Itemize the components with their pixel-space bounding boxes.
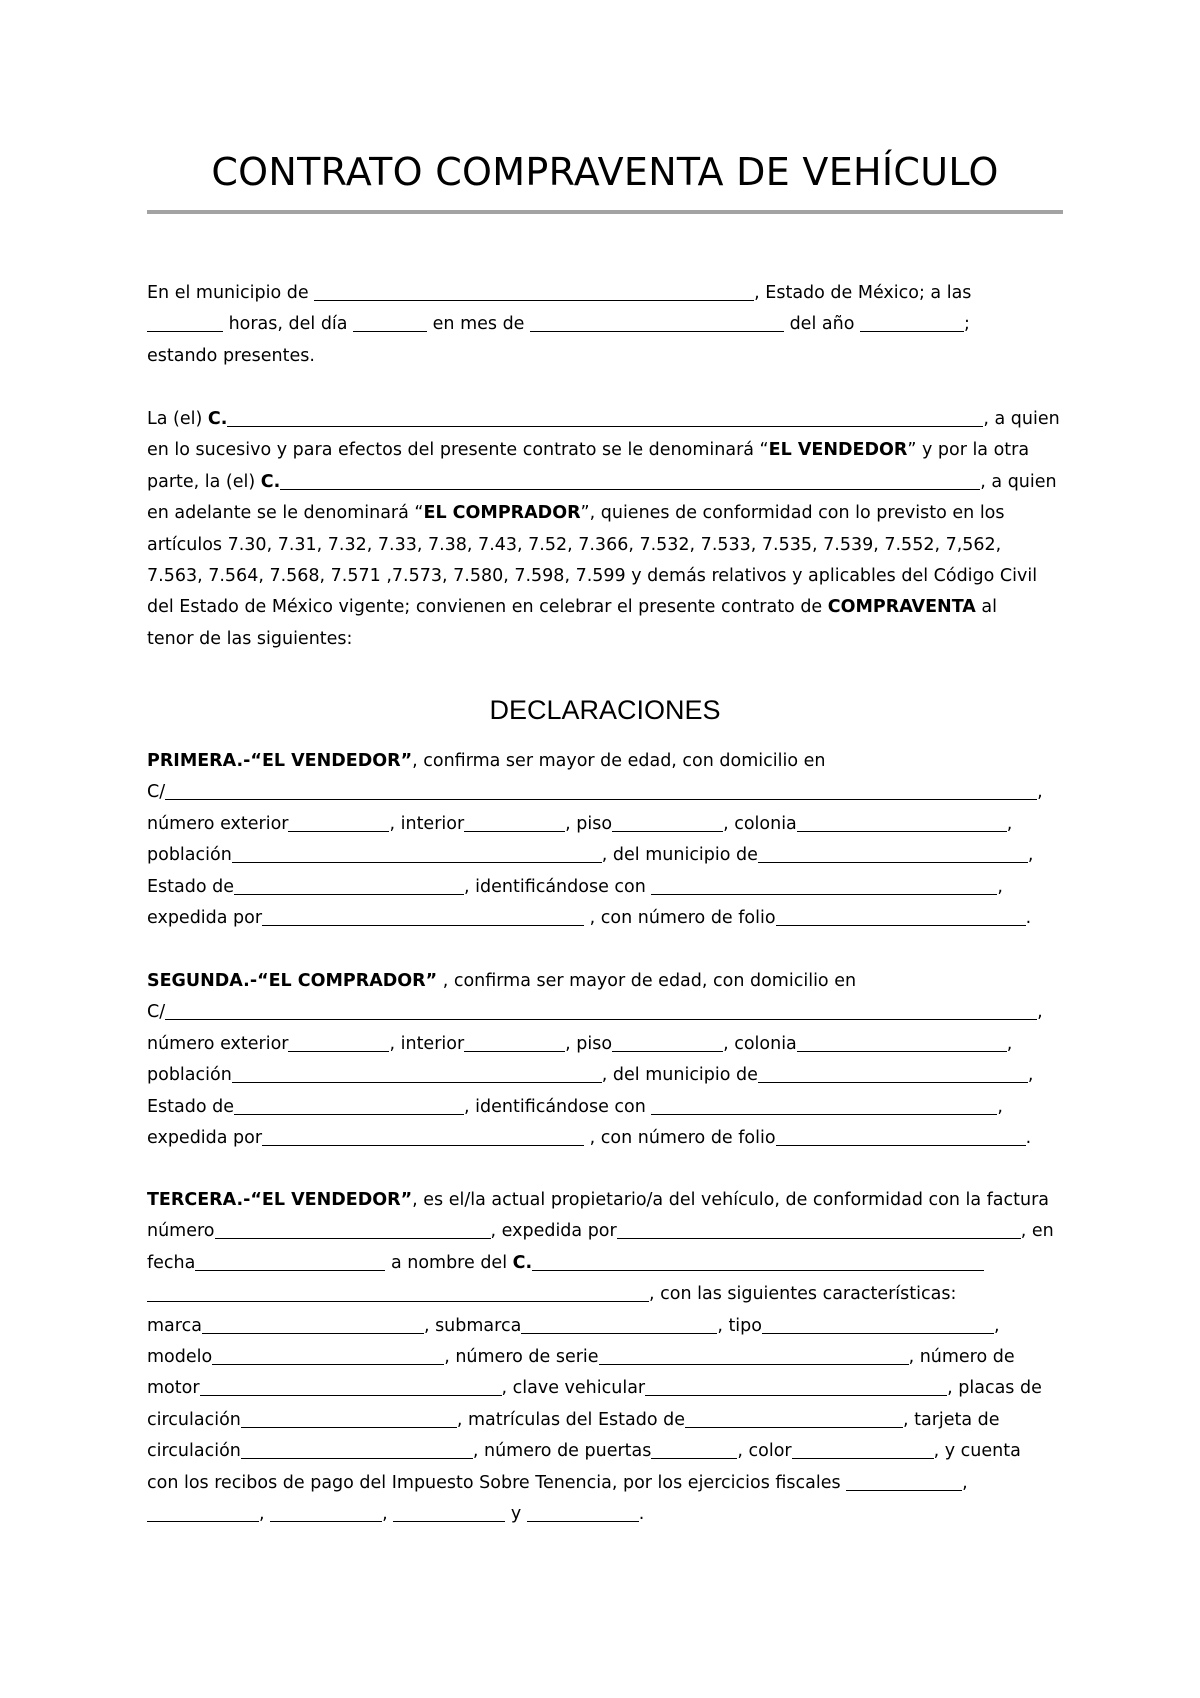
expedida-label: , expedida por <box>490 1221 617 1242</box>
interior-blank[interactable] <box>464 1031 565 1052</box>
horas-blank[interactable] <box>147 311 223 332</box>
color-blank[interactable] <box>792 1438 934 1459</box>
identificacion-blank[interactable] <box>651 1094 997 1115</box>
marca-label: marca <box>147 1315 202 1336</box>
tenor-text: tenor de las siguientes: <box>147 628 353 649</box>
piso-blank[interactable] <box>612 1031 723 1052</box>
factura-numero-label: número <box>147 1221 215 1242</box>
period: . <box>638 1503 645 1524</box>
comma: , <box>1037 782 1043 803</box>
tercera-section <box>147 1185 1063 1530</box>
convienen-text: del Estado de México vigente; convienen en celebrar el presente contrato de <box>147 597 828 618</box>
calle-blank[interactable] <box>165 999 1037 1020</box>
tipo-blank[interactable] <box>762 1313 994 1334</box>
comma: , <box>1006 1033 1013 1054</box>
ejercicio-blank-3[interactable] <box>270 1501 382 1522</box>
fecha-blank[interactable] <box>195 1250 385 1271</box>
folio-label: , con número de folio <box>584 907 776 928</box>
calle-label: C/ <box>147 1002 166 1023</box>
calle-blank[interactable] <box>165 779 1037 800</box>
marca-blank[interactable] <box>202 1313 424 1334</box>
articulos-line-1: artículos 7.30, 7.31, 7.32, 7.33, 7.38, 7.43, 7.52, 7.366, 7.532, 7.533, 7.535, 7.539, 7.552, 7,562, <box>147 534 1002 555</box>
puertas-label: , número de puertas <box>472 1441 652 1462</box>
intro-paragraph <box>147 278 1063 372</box>
interior-blank[interactable] <box>464 811 565 832</box>
poblacion-label: población <box>147 1065 232 1086</box>
modelo-label: modelo <box>147 1346 213 1367</box>
la-el-label: La (el) <box>147 409 208 429</box>
estando-presentes: estando presentes. <box>147 345 315 366</box>
recibos-text: con los recibos de pago del Impuesto Sobre Tenencia, por los ejercicios fiscales <box>147 1472 847 1493</box>
comprador-name-blank[interactable] <box>280 469 980 490</box>
ejercicio-blank-2[interactable] <box>147 1501 259 1522</box>
estado-label: , Estado de México; a las <box>754 283 972 303</box>
cuenta-label: , y cuenta <box>933 1441 1021 1462</box>
poblacion-blank[interactable] <box>232 842 602 863</box>
matriculas-blank[interactable] <box>685 1407 903 1428</box>
expedida-blank[interactable] <box>262 905 584 926</box>
primera-section <box>147 746 1063 934</box>
tercera-text: , es el/la actual propietario/a del vehículo, de conformidad con la factura <box>412 1190 1050 1210</box>
piso-blank[interactable] <box>612 811 723 832</box>
primera-label: PRIMERA.-“EL VENDEDOR” <box>147 751 413 771</box>
horas-label: horas, del día <box>223 314 354 335</box>
piso-label: , piso <box>565 813 613 834</box>
numero-exterior-label: número exterior <box>147 813 289 834</box>
segunda-text: , confirma ser mayor de edad, con domicilio en <box>437 971 857 991</box>
numero-de-label: , número de <box>908 1346 1015 1367</box>
circulacion-label: circulación <box>147 1441 241 1462</box>
articulos-line-2: 7.563, 7.564, 7.568, 7.571 ,7.573, 7.580, 7.598, 7.599 y demás relativos y aplicables del Código Civil <box>147 565 1038 586</box>
colonia-label: , colonia <box>723 1033 797 1054</box>
municipio-label: , del municipio de <box>601 845 758 866</box>
tarjeta-blank[interactable] <box>241 1438 473 1459</box>
estado-blank[interactable] <box>234 1094 464 1115</box>
compraventa-bold: COMPRAVENTA <box>827 597 976 618</box>
submarca-label: , submarca <box>423 1315 522 1336</box>
numero-exterior-blank[interactable] <box>288 1031 389 1052</box>
c-label-3: C. <box>512 1252 533 1273</box>
colonia-label: , colonia <box>723 813 797 834</box>
identificacion-blank[interactable] <box>651 874 997 895</box>
otra-text: ” y por la otra <box>907 440 1030 461</box>
parte-label: parte, la (el) <box>147 471 261 492</box>
numero-exterior-label: número exterior <box>147 1033 289 1054</box>
comma: , <box>993 1315 1000 1336</box>
estado-blank[interactable] <box>234 874 464 895</box>
matriculas-label: , matrículas del Estado de <box>456 1409 685 1430</box>
colonia-blank[interactable] <box>797 1031 1007 1052</box>
adelante-text: en adelante se le denominará “ <box>147 503 424 524</box>
municipio-blank[interactable] <box>758 1062 1028 1083</box>
comma: , <box>997 876 1003 897</box>
identificandose-label: , identificándose con <box>464 1096 652 1117</box>
declaraciones-heading: DECLARACIONES <box>489 695 721 725</box>
municipio-label: , del municipio de <box>601 1065 758 1086</box>
numero-exterior-blank[interactable] <box>288 811 389 832</box>
fecha-label: fecha <box>147 1252 196 1273</box>
folio-blank[interactable] <box>776 1125 1026 1146</box>
factura-numero-blank[interactable] <box>215 1218 491 1239</box>
folio-blank[interactable] <box>776 905 1026 926</box>
ejercicio-blank-1[interactable] <box>846 1470 962 1491</box>
municipio-label: En el municipio de <box>147 283 315 303</box>
estado-label: Estado de <box>147 876 235 897</box>
municipio-blank[interactable] <box>758 842 1028 863</box>
puertas-blank[interactable] <box>651 1438 737 1459</box>
c-label: C. <box>207 409 228 429</box>
color-label: , color <box>737 1441 792 1462</box>
document-title: CONTRATO COMPRAVENTA DE VEHÍCULO <box>211 150 999 194</box>
en-label: , en <box>1020 1221 1054 1242</box>
municipio-blank[interactable] <box>314 280 754 301</box>
title-underline <box>147 210 1063 214</box>
numero-serie-blank[interactable] <box>599 1344 909 1365</box>
colonia-blank[interactable] <box>797 811 1007 832</box>
anio-label: del año <box>784 314 860 335</box>
semicolon: ; <box>963 314 970 335</box>
submarca-blank[interactable] <box>521 1313 717 1334</box>
folio-label: , con número de folio <box>584 1127 776 1148</box>
calle-label: C/ <box>147 782 166 803</box>
anio-blank[interactable] <box>860 311 964 332</box>
placas-blank[interactable] <box>241 1407 457 1428</box>
nombre-blank[interactable] <box>532 1250 984 1271</box>
vendedor-name-blank[interactable] <box>227 406 983 427</box>
segunda-section <box>147 966 1063 1154</box>
el-comprador-bold: EL COMPRADOR <box>423 503 581 524</box>
expedida-label: expedida por <box>147 907 263 928</box>
motor-blank[interactable] <box>200 1375 502 1396</box>
clave-label: , clave vehicular <box>501 1378 646 1399</box>
y-label: y <box>505 1503 527 1524</box>
sucesivo-text: en lo sucesivo y para efectos del presente contrato se le denominará “ <box>147 440 769 461</box>
tercera-label: TERCERA.-“EL VENDEDOR” <box>147 1190 413 1210</box>
motor-label: motor <box>147 1378 200 1399</box>
estado-label: Estado de <box>147 1096 235 1117</box>
caracteristicas-label: , con las siguientes características: <box>649 1284 957 1305</box>
comma: , <box>1037 1002 1043 1023</box>
primera-text: , confirma ser mayor de edad, con domicilio en <box>412 751 826 771</box>
segunda-label: SEGUNDA.-“EL COMPRADOR” <box>147 971 438 991</box>
ejercicio-blank-4[interactable] <box>393 1501 505 1522</box>
period: . <box>1025 1127 1032 1148</box>
parties-paragraph <box>147 404 1063 655</box>
comma: , <box>1006 813 1013 834</box>
expedida-blank[interactable] <box>617 1218 1021 1239</box>
a-quien-label: , a quien <box>983 409 1060 429</box>
comma: , <box>962 1472 968 1493</box>
expedida-label: expedida por <box>147 1127 263 1148</box>
period: . <box>1025 907 1032 928</box>
conformidad-text: ”, quienes de conformidad con lo previsto en los <box>580 503 1005 524</box>
al-text: al <box>975 597 997 618</box>
comma: , <box>1027 1065 1034 1086</box>
piso-label: , piso <box>565 1033 613 1054</box>
nombre-cont-blank[interactable] <box>147 1281 649 1302</box>
circulacion-label: circulación <box>147 1409 241 1430</box>
clave-blank[interactable] <box>645 1375 947 1396</box>
interior-label: , interior <box>389 1033 465 1054</box>
placas-label: , placas de <box>947 1378 1042 1399</box>
mes-label: en mes de <box>427 314 531 335</box>
a-quien-label-2: , a quien <box>980 471 1057 492</box>
tarjeta-label: , tarjeta de <box>902 1409 1000 1430</box>
poblacion-blank[interactable] <box>232 1062 602 1083</box>
el-vendedor-bold: EL VENDEDOR <box>768 440 908 461</box>
numero-serie-label: , número de serie <box>444 1346 599 1367</box>
sep: , <box>259 1503 271 1524</box>
dia-blank[interactable] <box>353 311 427 332</box>
interior-label: , interior <box>389 813 465 834</box>
expedida-blank[interactable] <box>262 1125 584 1146</box>
poblacion-label: población <box>147 845 232 866</box>
modelo-blank[interactable] <box>212 1344 444 1365</box>
mes-blank[interactable] <box>530 311 784 332</box>
ejercicio-blank-5[interactable] <box>527 1501 639 1522</box>
tipo-label: , tipo <box>717 1315 762 1336</box>
comma: , <box>997 1096 1003 1117</box>
a-nombre-label: a nombre del <box>385 1252 513 1273</box>
comma: , <box>1027 845 1034 866</box>
c-label-2: C. <box>260 471 281 492</box>
identificandose-label: , identificándose con <box>464 876 652 897</box>
sep: , <box>382 1503 394 1524</box>
